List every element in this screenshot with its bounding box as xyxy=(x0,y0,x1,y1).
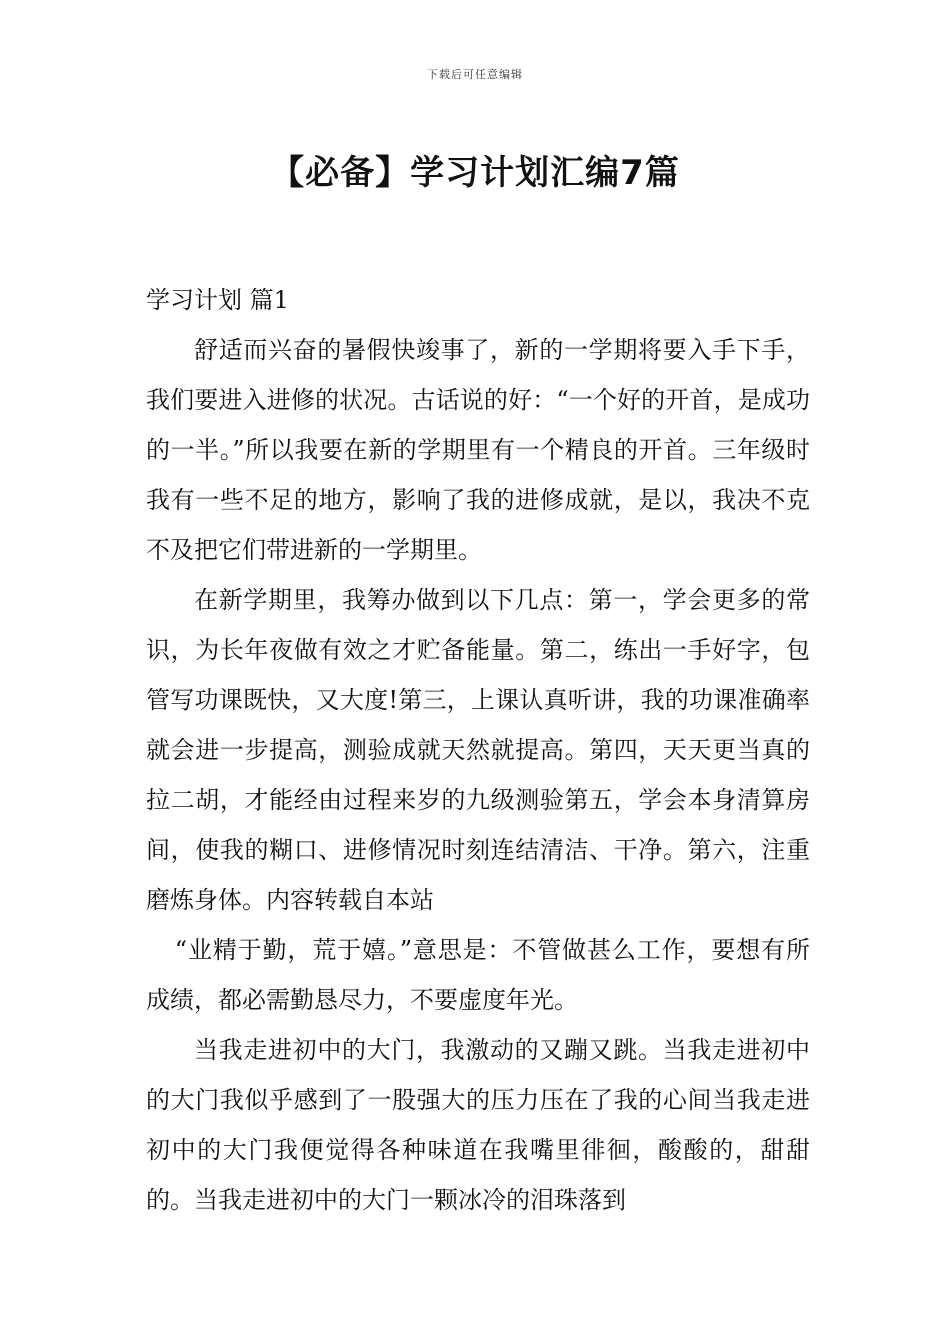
document-body xyxy=(146,275,810,1225)
section-heading: 学习计划 篇1 xyxy=(146,286,289,314)
paragraph: 舒适而兴奋的暑假快竣事了，新的一学期将要入手下手，我们要进入进修的状况。古话说的好：“一个好的开首，是成功的一半。”所以我要在新的学期里有一个精良的开首。三年级时我有一些不足的地方，影响了我的进修成就，是以，我决不克不及把它们带进新的一学期里。 xyxy=(146,336,810,564)
header-note: 下载后可任意编辑 xyxy=(427,68,523,81)
paragraph: “业精于勤，荒于嬉。”意思是：不管做甚么工作，要想有所成绩，都必需勤恳尽力，不要虚度年光。 xyxy=(146,936,810,1014)
paragraph: 当我走进初中的大门，我激动的又蹦又跳。当我走进初中的大门我似乎感到了一股强大的压力压在了我的心间当我走进初中的大门我便觉得各种味道在我嘴里徘徊，酸酸的，甜甜的。当我走进初中的大门一颗冰冷的泪珠落到 xyxy=(146,1036,810,1214)
document-title: 【必备】学习计划汇编7篇 xyxy=(270,152,680,193)
paragraph: 在新学期里，我筹办做到以下几点：第一，学会更多的常识，为长年夜做有效之才贮备能量。第二，练出一手好字，包管写功课既快，又大度!第三，上课认真听讲，我的功课准确率就会进一步提高，测验成就天然就提高。第四，天天更当真的拉二胡，才能经由过程来岁的九级测验第五，学会本身清算房间，使我的糊口、进修情况时刻连结清洁、干净。第六，注重磨炼身体。内容转载自本站 xyxy=(146,586,810,914)
